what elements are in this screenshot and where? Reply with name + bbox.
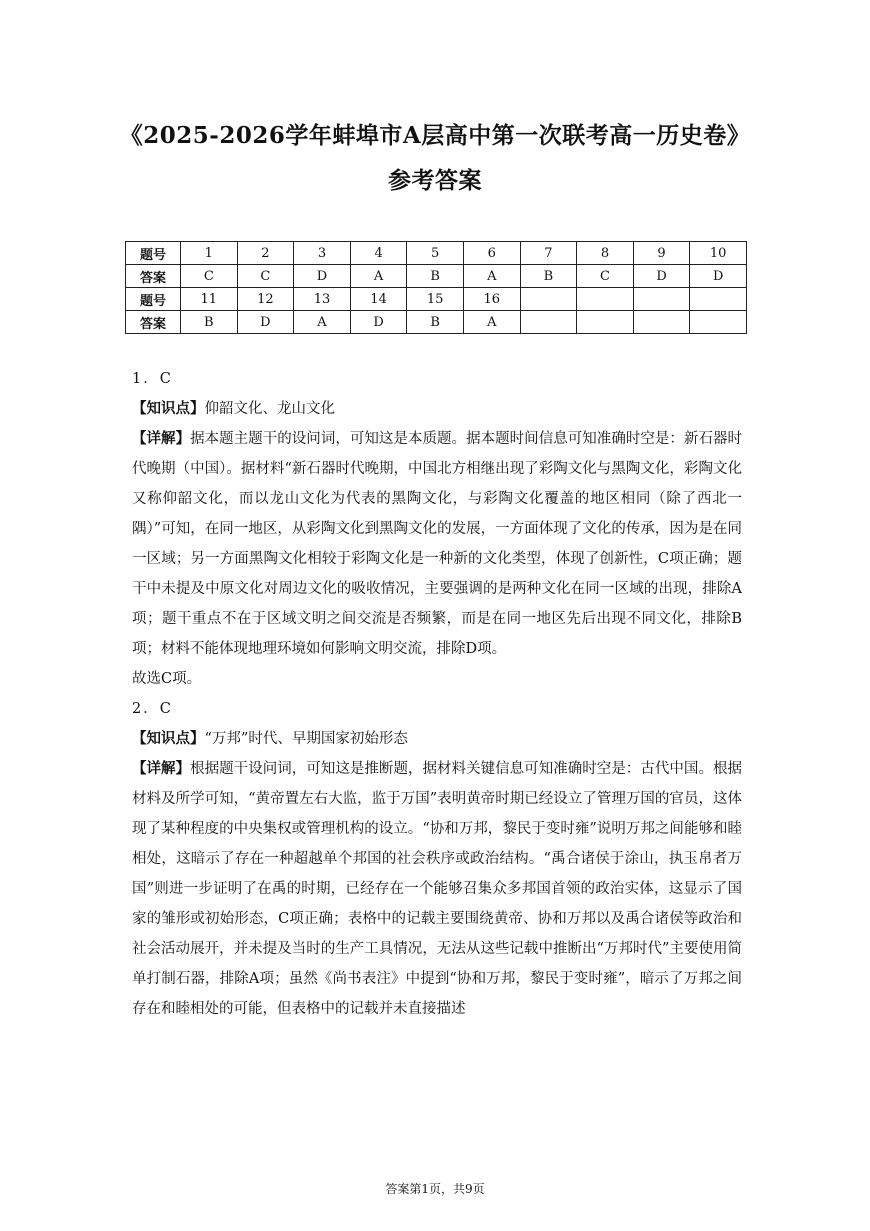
table-row-answers (126, 311, 747, 334)
answer-cell: C (181, 265, 238, 288)
question-number-cell (577, 288, 634, 311)
question-number-cell: 12 (237, 288, 294, 311)
question-number-cell: 6 (463, 242, 520, 265)
answer-cell: C (577, 265, 634, 288)
question-number-cell: 2 (237, 242, 294, 265)
document-subtitle: 参考答案 (388, 167, 482, 194)
answer-cell: D (294, 265, 351, 288)
question-number: 1．C (132, 371, 173, 387)
answer-cell: B (181, 311, 238, 334)
question-number-cell (690, 288, 747, 311)
page-footer: 答案第1页，共9页 (385, 1182, 485, 1196)
detail-explanation: 【详解】据本题主题干的设问词，可知这是本质题。据本题时间信息可知准确时空是：新石器时代晚期（中国）。据材料“新石器时代晚期，中国北方相继出现了彩陶文化与黑陶文化，彩陶文化又称仰韶文化，而以龙山文化为代表的黑陶文化，与彩陶文化覆盖的地区相同（除了西北一隅）”可知，在同一地区，从彩陶文化到黑陶文化的发展，一方面体现了文化的传承，因为是在同一区域；另一方面黑陶文化相较于彩陶文化是一种新的文化类型，体现了创新性，C项正确；题干中未提及中原文化对周边文化的吸收情况，主要强调的是两种文化在同一区域的出现，排除A项；题干重点不在于区域文明之间交流是否频繁，而是在同一地区先后出现不同文化，排除B项；材料不能体现地理环境如何影响文明交流，排除D项。 (132, 430, 743, 657)
answer-cell: C (237, 265, 294, 288)
question-number-cell: 4 (350, 242, 407, 265)
table-row-numbers (126, 288, 747, 311)
answer-table (125, 241, 747, 334)
question-number-cell: 5 (407, 242, 464, 265)
question-number-cell: 16 (463, 288, 520, 311)
question-number-cell: 3 (294, 242, 351, 265)
answer-cell: B (407, 265, 464, 288)
answer-cell: A (294, 311, 351, 334)
answer-cell: A (463, 265, 520, 288)
question-number-cell: 1 (181, 242, 238, 265)
question-number-cell: 11 (181, 288, 238, 311)
row-header-answer: 答案 (126, 311, 181, 334)
answer-cell (690, 311, 747, 334)
question-number-cell: 9 (633, 242, 690, 265)
question-number-cell: 13 (294, 288, 351, 311)
document-title: 《2025-2026学年蚌埠市A层高中第一次联考高一历史卷》 (119, 122, 751, 149)
answer-explanations (132, 364, 742, 1024)
answer-cell: D (690, 265, 747, 288)
row-header-answer: 答案 (126, 265, 181, 288)
answer-cell (520, 311, 577, 334)
answer-cell: D (350, 311, 407, 334)
question-number-cell: 15 (407, 288, 464, 311)
answer-cell: B (407, 311, 464, 334)
row-header-number: 题号 (126, 288, 181, 311)
knowledge-point: 【知识点】仰韶文化、龙山文化 (132, 400, 335, 417)
answer-cell: A (463, 311, 520, 334)
row-header-number: 题号 (126, 242, 181, 265)
detail-explanation: 【详解】根据题干设问词，可知这是推断题，据材料关键信息可知准确时空是：古代中国。根据材料及所学可知，“黄帝置左右大监，监于万国”表明黄帝时期已经设立了管理万国的官员，这体现了某种程度的中央集权或管理机构的设立。“协和万邦，黎民于变时雍”说明万邦之间能够和睦相处，这暗示了存在一种超越单个邦国的社会秩序或政治结构。“禹合诸侯于涂山，执玉帛者万国”则进一步证明了在禹的时期，已经存在一个能够召集众多邦国首领的政治实体，这显示了国家的雏形或初始形态，C项正确；表格中的记载主要围绕黄帝、协和万邦以及禹合诸侯等政治和社会活动展开，并未提及当时的生产工具情况，无法从这些记载中推断出“万邦时代”主要使用简单打制石器，排除A项；虽然《尚书表注》中提到“协和万邦，黎民于变时雍”，暗示了万邦之间存在和睦相处的可能，但表格中的记载并未直接描述 (132, 760, 743, 1017)
knowledge-point: 【知识点】“万邦”时代、早期国家初始形态 (132, 730, 408, 747)
answer-cell (577, 311, 634, 334)
table-row-numbers (126, 242, 747, 265)
question-number-cell (520, 288, 577, 311)
question-number-cell: 14 (350, 288, 407, 311)
answer-cell: A (350, 265, 407, 288)
answer-cell: D (633, 265, 690, 288)
table-row-answers (126, 265, 747, 288)
question-number-cell (633, 288, 690, 311)
answer-cell (633, 311, 690, 334)
answer-cell: D (237, 311, 294, 334)
question-number-cell: 10 (690, 242, 747, 265)
question-number: 2．C (132, 701, 173, 717)
question-number-cell: 8 (577, 242, 634, 265)
question-number-cell: 7 (520, 242, 577, 265)
conclusion: 故选C项。 (132, 671, 202, 687)
answer-cell: B (520, 265, 577, 288)
